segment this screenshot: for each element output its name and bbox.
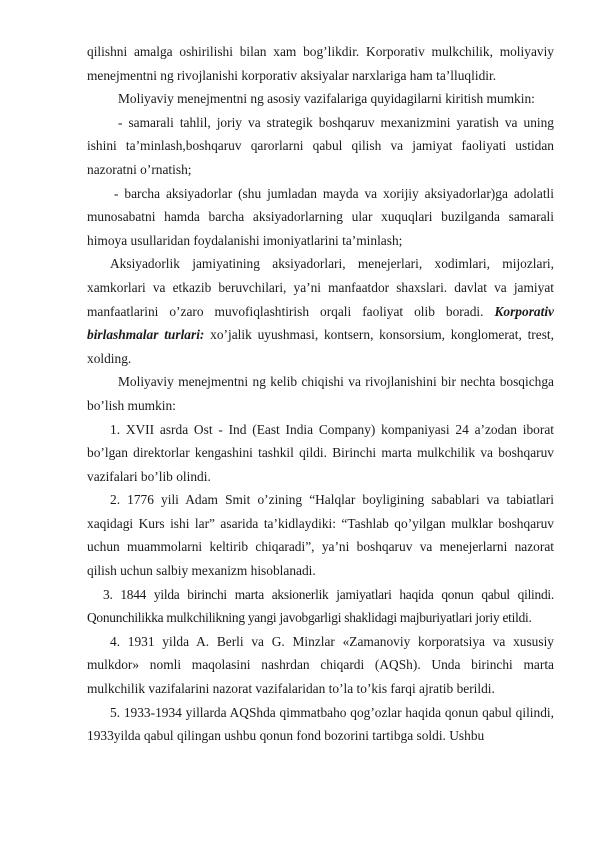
document-page <box>87 40 554 748</box>
tasks-intro-paragraph: Moliyaviy menejmentni ng asosiy vazifalariga quyidagilarni kiritish mumkin: <box>118 91 535 107</box>
intro-paragraph: qilishni amalga oshirilishi bilan xam bog’likdir. Korporativ mulkchilik, moliyaviy menejmentni ng rivojlanishi korporativ aksiyalar narxlariga ham ta’lluqlidir. <box>87 44 554 83</box>
task-item-analysis: - samarali tahlil, joriy va strategik boshqaruv mexanizmini yaratish va uning ishini ta’minlash,boshqaruv qarorlarni qabul qilish va jamiyat faoliyati ustidan nazoratni o’rnatish; <box>87 114 554 177</box>
history-item-2: 2. 1776 yili Adam Smit o’zining “Halqlar boyligining sabablari va tabiatlari xaqidagi Kurs ishi lar” asarida ta’kidlaydiki: “Tashlab qo’yilgan mulklar boshqaruv uchun muammolarni keltirib chiqaradi”, ya’ni boshqaruv va menejerlarni nazorat qilish uchun salbiy mexanizm hisoblanadi. <box>87 492 554 579</box>
history-item-4: 4. 1931 yilda A. Berli va G. Minzlar «Zamanoviy korporatsiya va xususiy mulkdor» nomli maqolasini nashrdan chiqardi (AQSh). Unda birinchi marta mulkchilik vazifalarini nazorat vazifalaridan to’la to’kis farqi ajratib berildi. <box>87 633 554 697</box>
corporate-paragraph-text: Aksiyadorlik jamiyatining aksiyadorlari, menejerlari, xodimlari, mijozlari, xamkorlari va etkazib beruvchilari, ya’ni manfaatdor shaxslari. davlat va jamiyat manfaatlarini o’zaro muvofiqlashtirish orqali faoliyat olib boradi. <box>87 256 554 319</box>
history-item-3: 3. 1844 yilda birinchi marta aksionerlik jamiyatlari haqida qonun qabul qilindi. Qonunchilikka mulkchilikning yangi javobgarligi shaklidagi majburiyatlari joriy etildi. <box>87 586 554 626</box>
history-item-1: 1. XVII asrda Ost - Ind (East India Company) kompaniyasi 24 a’zodan iborat bo’lgan direktorlar kengashini tashkil qildi. Birinchi marta mulkchilik va boshqaruv vazifalari bo’lib olindi. <box>87 421 554 484</box>
corporate-paragraph <box>87 252 554 370</box>
history-item-5: 5. 1933-1934 yillarda AQShda qimmatbaho qog’ozlar haqida qonun qabul qilindi, 1933yilda qabul qilingan ushbu qonun fond bozorini tartibga soldi. Ushbu <box>87 704 554 744</box>
corporate-types-heading: Korporativ birlashmalar turlari: <box>87 303 554 343</box>
task-item-shareholders: - barcha aksiyadorlar (shu jumladan mayda va xorijiy aksiyadorlar)ga adolatli munosabatni hamda barcha aksiyadorlarning ular xuquqlari buzilganda samarali himoya usullaridan foydalanishi imoniyatlarini ta’minlash; <box>87 185 554 248</box>
history-intro-paragraph: Moliyaviy menejmentni ng kelib chiqishi va rivojlanishini bir nechta bosqichga bo’lish mumkin: <box>87 374 554 413</box>
corporate-types-list: xo’jalik uyushmasi, kontsern, konsorsium, konglomerat, trest, xolding. <box>87 327 554 366</box>
